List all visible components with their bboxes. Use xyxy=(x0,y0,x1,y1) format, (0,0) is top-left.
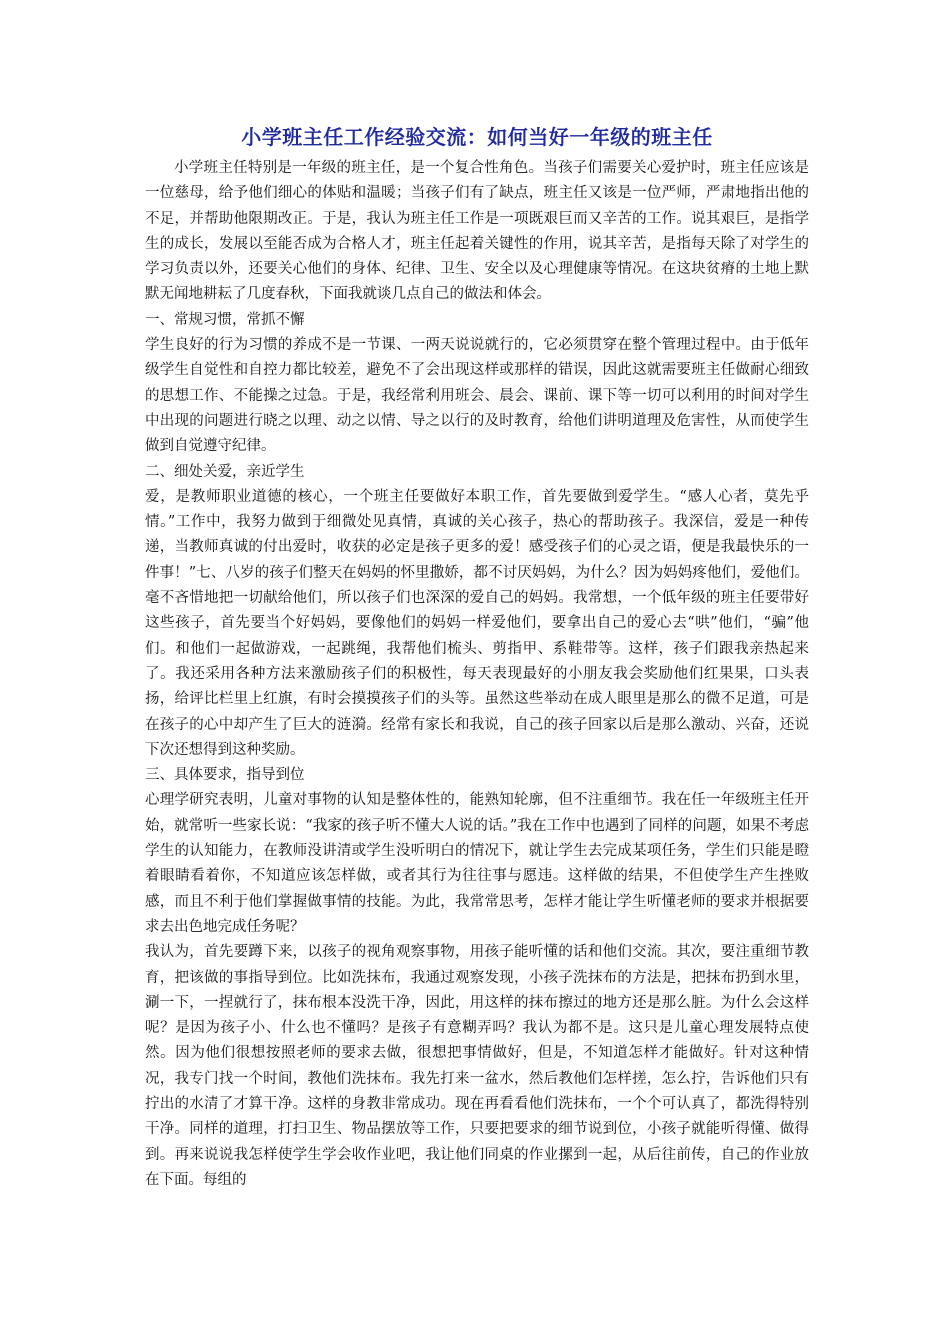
document-page xyxy=(145,118,809,1193)
section-3-paragraph-1: 心理学研究表明，儿童对事物的认知是整体性的，能熟知轮廓，但不注重细节。我在任一年级班主任开始，就常听一些家长说：“我家的孩子听不懂大人说的话。”我在工作中也遇到了同样的问题，如果不考虑学生的认知能力，在教师没讲清或学生没听明白的情况下，就让学生去完成某项任务，学生们只能是瞪着眼睛看着你，不知道应该怎样做，或者其行为往往事与愿违。这样做的结果，不但使学生产生挫败感，而且不利于他们掌握做事情的技能。为此，我常常思考，怎样才能让学生听懂老师的要求并根据要求去出色地完成任务呢？ xyxy=(145,792,809,935)
document-title: 小学班主任工作经验交流：如何当好一年级的班主任 xyxy=(241,125,713,149)
intro-paragraph: 小学班主任特别是一年级的班主任，是一个复合性角色。当孩子们需要关心爱护时，班主任应该是一位慈母，给予他们细心的体贴和温暖；当孩子们有了缺点，班主任又该是一位严师，严肃地指出他的不足，并帮助他限期改正。于是，我认为班主任工作是一项既艰巨而又辛苦的工作。说其艰巨，是指学生的成长，发展以至能否成为合格人才，班主任起着关键性的作用，说其辛苦，是指每天除了对学生的学习负责以外，还要关心他们的身体、纪律、卫生、安全以及心理健康等情况。在这块贫瘠的土地上默默无闻地耕耘了几度春秋，下面我就谈几点自己的做法和体会。 xyxy=(145,160,809,303)
section-3-heading: 三、具体要求，指导到位 xyxy=(145,767,305,784)
section-3-paragraph-2: 我认为，首先要蹲下来，以孩子的视角观察事物，用孩子能听懂的话和他们交流。其次，要注重细节教育，把该做的事指导到位。比如洗抹布，我通过观察发现，小孩子洗抹布的方法是，把抹布扔到水里，涮一下，一捏就行了，抹布根本没洗干净，因此，用这样的抹布擦过的地方还是那么脏。为什么会这样呢？是因为孩子小、什么也不懂吗？是孩子有意糊弄吗？我认为都不是。这只是儿童心理发展特点使然。因为他们很想按照老师的要求去做，很想把事情做好，但是，不知道怎样才能做好。针对这种情况，我专门找一个时间，教他们洗抹布。我先打来一盆水，然后教他们怎样搓，怎么拧，告诉他们只有拧出的水清了才算干净。这样的身教非常成功。现在再看看他们洗抹布，一个个可认真了，都洗得特别干净。同样的道理，打扫卫生、物品摆放等工作，只要把要求的细节说到位，小孩子就能听得懂、做得到。再来说说我怎样使学生学会收作业吧，我让他们同桌的作业摞到一起，从后往前传，自己的作业放在下面。每组的 xyxy=(145,944,809,1188)
section-1-paragraph: 学生良好的行为习惯的养成不是一节课、一两天说说就行的，它必须贯穿在整个管理过程中。由于低年级学生自觉性和自控力都比较差，避免不了会出现这样或那样的错误，因此这就需要班主任做耐心细致的思想工作、不能操之过急。于是，我经常利用班会、晨会、课前、课下等一切可以利用的时间对学生中出现的问题进行晓之以理、动之以情、导之以行的及时教育，给他们讲明道理及危害性，从而使学生做到自觉遵守纪律。 xyxy=(145,337,809,455)
section-1-heading: 一、常规习惯，常抓不懈 xyxy=(145,311,305,328)
section-2-heading: 二、细处关爱，亲近学生 xyxy=(145,463,305,480)
section-2-paragraph: 爱，是教师职业道德的核心，一个班主任要做好本职工作，首先要做到爱学生。“感人心者，莫先乎情。”工作中，我努力做到于细微处见真情，真诚的关心孩子，热心的帮助孩子。我深信，爱是一种传递，当教师真诚的付出爱时，收获的必定是孩子更多的爱！感受孩子们的心灵之语，便是我最快乐的一件事！”七、八岁的孩子们整天在妈妈的怀里撒娇，都不讨厌妈妈，为什么？因为妈妈疼他们，爱他们。毫不吝惜地把一切献给他们，所以孩子们也深深的爱自己的妈妈。我常想，一个低年级的班主任要带好这些孩子，首先要当个好妈妈，要像他们的妈妈一样爱他们，要拿出自己的爱心去“哄”他们，“骗”他们。和他们一起做游戏，一起跳绳，我帮他们梳头、剪指甲、系鞋带等。这样，孩子们跟我亲热起来了。我还采用各种方法来激励孩子们的积极性，每天表现最好的小朋友我会奖励他们红果果，口头表扬，给评比栏里上红旗，有时会摸摸孩子们的头等。虽然这些举动在成人眼里是那么的微不足道，可是在孩子的心中却产生了巨大的涟漪。经常有家长和我说，自己的孩子回家以后是那么激动、兴奋，还说下次还想得到这种奖励。 xyxy=(145,488,809,758)
